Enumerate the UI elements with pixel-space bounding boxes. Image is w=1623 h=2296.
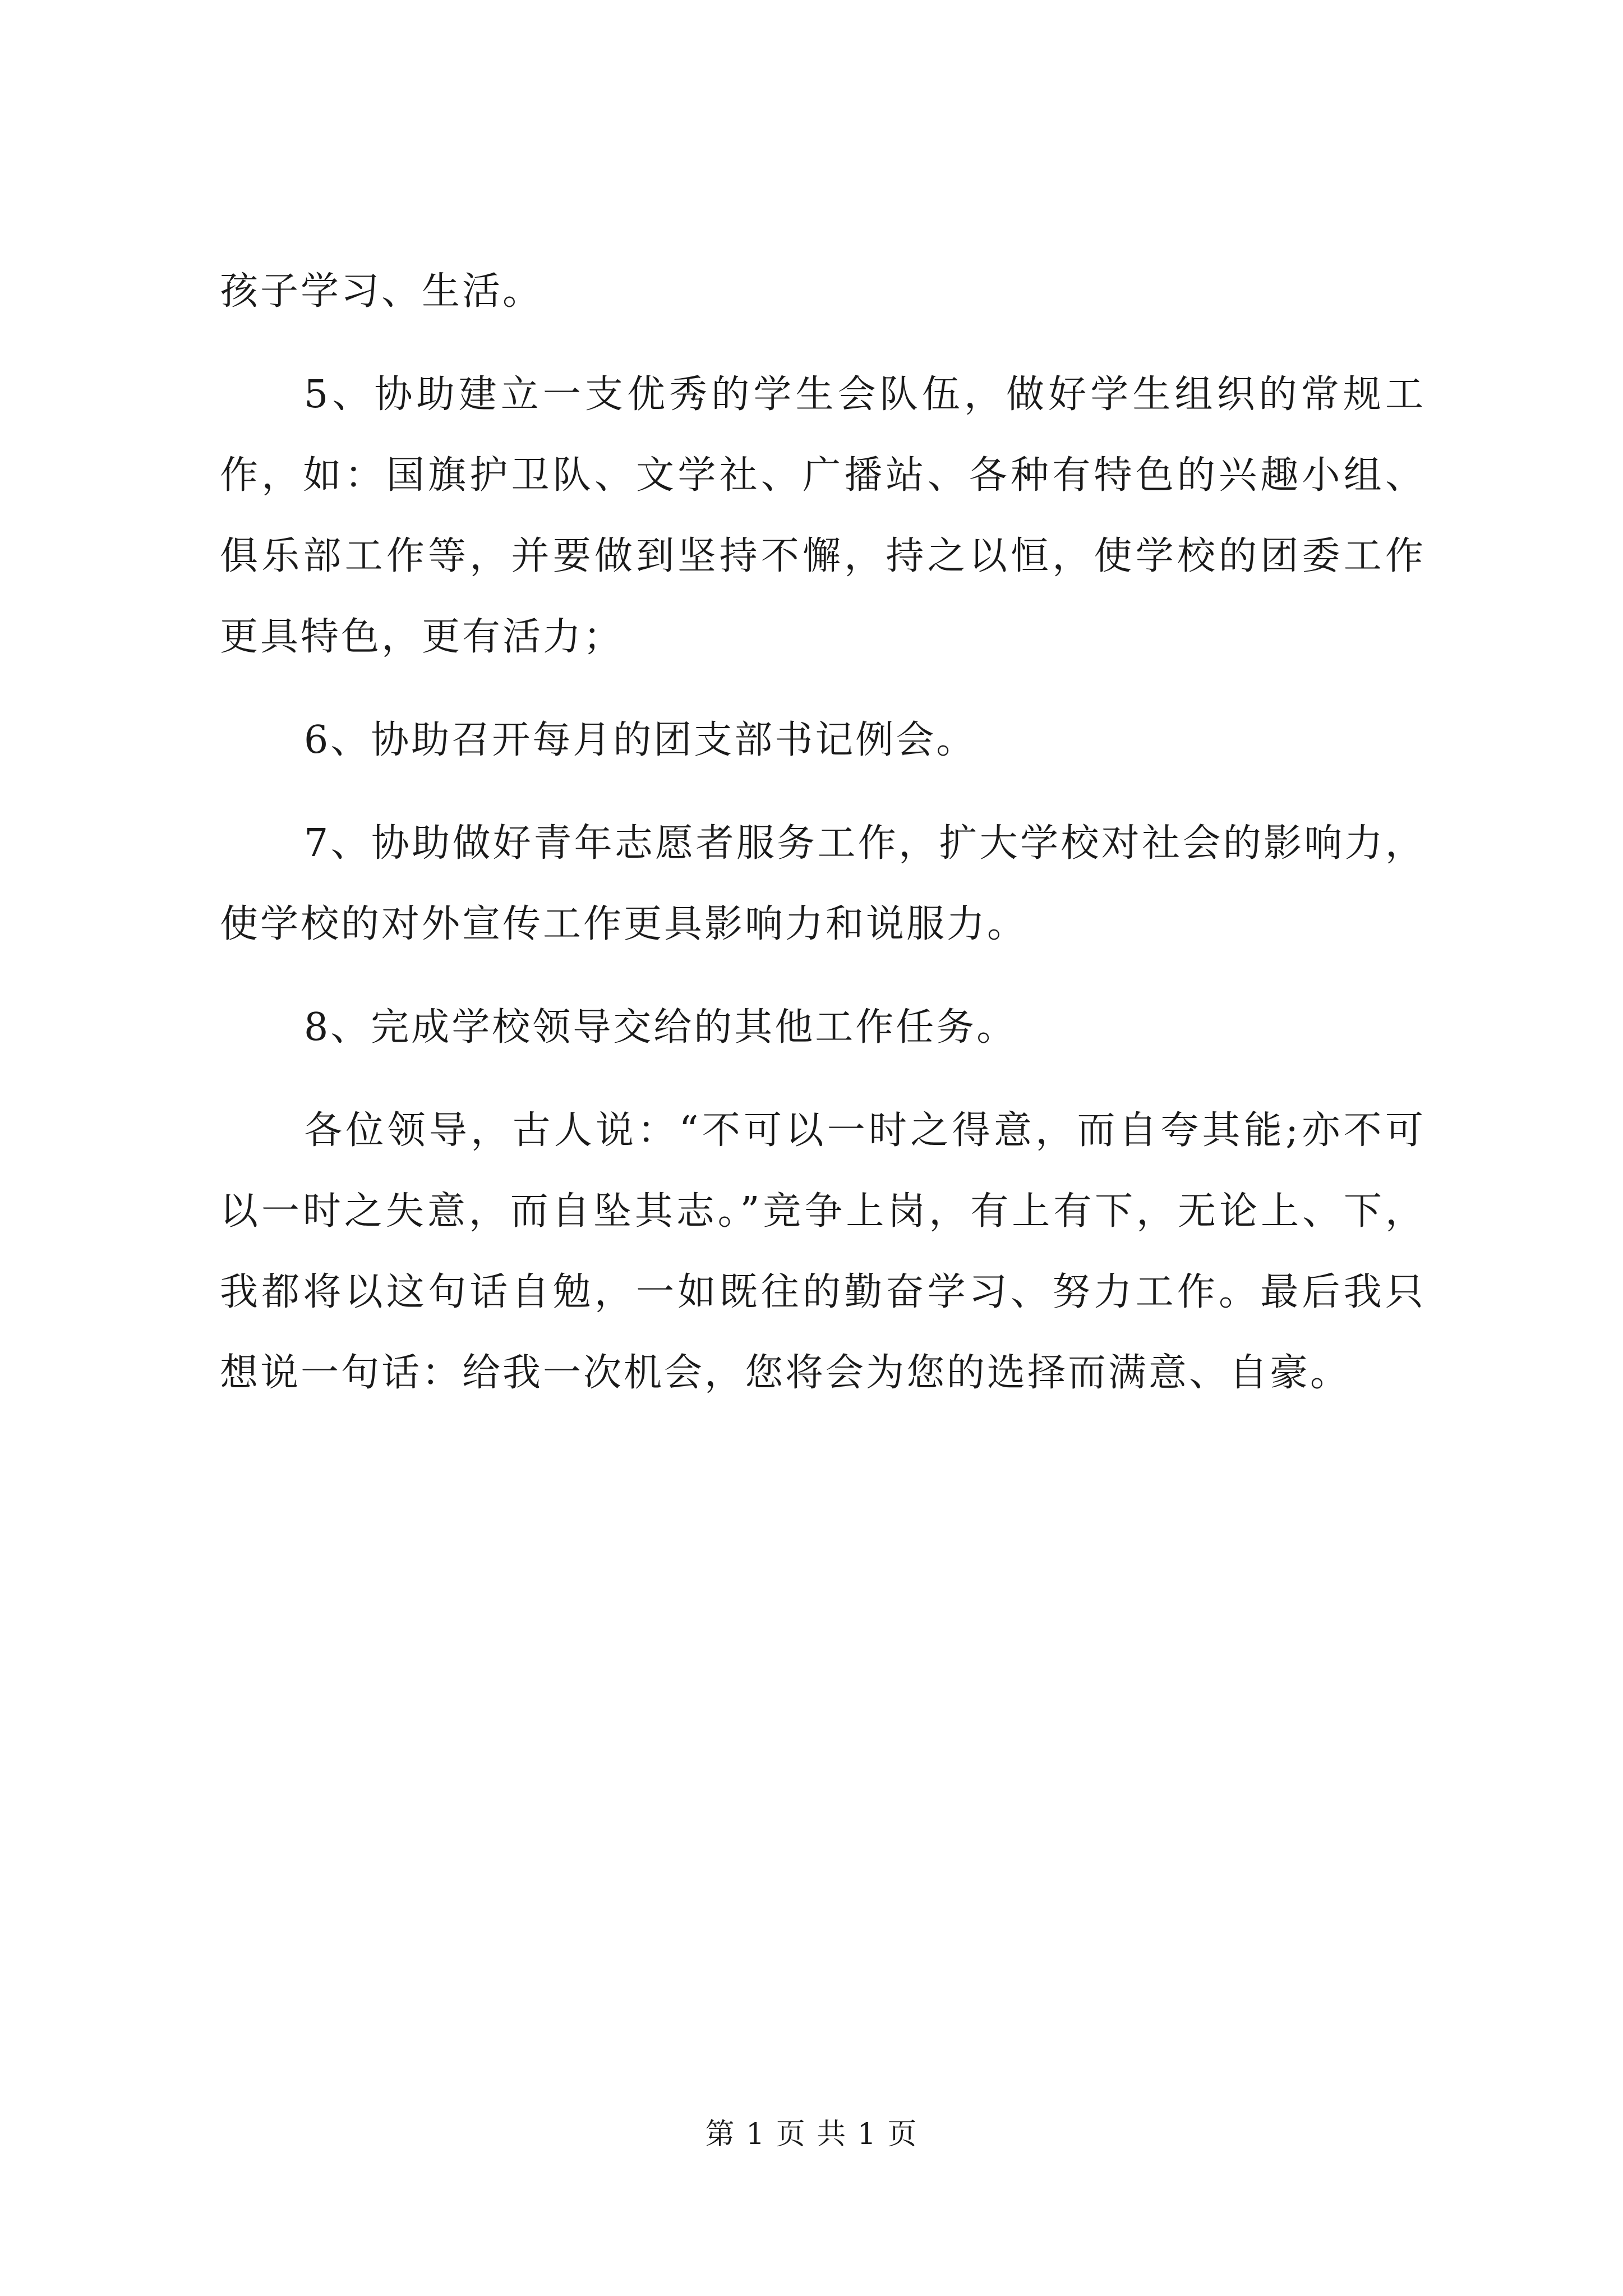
page-footer: 第 1 页 共 1 页 bbox=[705, 2118, 918, 2151]
paragraph-item-7: 7、协助做好青年志愿者服务工作，扩大学校对社会的影响力，使学校的对外宣传工作更具影响力和说服力。 bbox=[220, 821, 1426, 946]
paragraph-continuation: 孩子学习、生活。 bbox=[220, 269, 543, 314]
document-body bbox=[220, 251, 1426, 1436]
paragraph-item-5: 5、协助建立一支优秀的学生会队伍，做好学生组织的常规工作，如：国旗护卫队、文学社、广播站、各种有特色的兴趣小组、俱乐部工作等，并要做到坚持不懈，持之以恒，使学校的团委工作更具特色，更有活力； bbox=[220, 372, 1426, 659]
paragraph-item-6: 6、协助召开每月的团支部书记例会。 bbox=[304, 718, 977, 762]
paragraph-item-8: 8、完成学校领导交给的其他工作任务。 bbox=[304, 1005, 1017, 1050]
paragraph-closing: 各位领导，古人说：“不可以一时之得意，而自夸其能;亦不可以一时之失意，而自坠其志。”竞争上岗，有上有下，无论上、下，我都将以这句话自勉，一如既往的勤奋学习、努力工作。最后我只想说一句话：给我一次机会，您将会为您的选择而满意、自豪。 bbox=[220, 1108, 1426, 1395]
